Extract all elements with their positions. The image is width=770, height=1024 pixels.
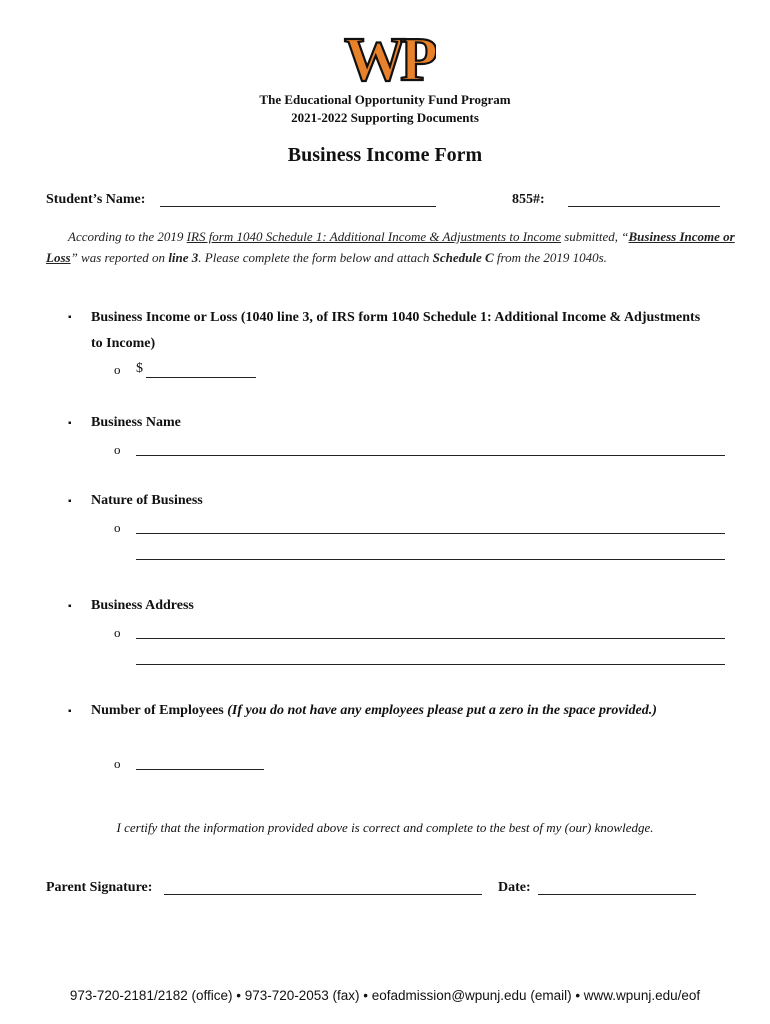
- bullet-icon: ▪: [68, 706, 72, 717]
- bullet-icon: ▪: [68, 601, 72, 612]
- wp-logo: [340, 26, 436, 90]
- schedule-reference: Schedule C: [432, 250, 494, 265]
- form-title: Business Income Form: [287, 144, 483, 166]
- student-name-field[interactable]: [160, 206, 436, 207]
- business-income-term: Business Income or Loss: [46, 229, 735, 265]
- bullet-icon: ▪: [68, 496, 72, 507]
- instructions-text-5: from the 2019 1040s.: [493, 250, 607, 265]
- student-id-label: 855#:: [512, 192, 545, 207]
- logo-letters: WP: [344, 26, 432, 90]
- business-income-amount-field[interactable]: [146, 377, 256, 378]
- student-id-field[interactable]: [568, 206, 720, 207]
- date-field[interactable]: [538, 894, 696, 895]
- business-address-label: Business Address: [91, 598, 194, 613]
- organization-name: The Educational Opportunity Fund Program: [259, 92, 511, 107]
- business-income-label: Business Income or Loss (1040 line 3, of IRS form 1040 Schedule 1: Additional Income & Adjustments to Income): [91, 310, 701, 351]
- business-address-field-line1[interactable]: [136, 638, 725, 639]
- line-reference: line 3: [168, 250, 199, 265]
- dollar-sign: $: [136, 361, 143, 376]
- nature-of-business-label: Nature of Business: [91, 493, 203, 508]
- business-address-field-line2[interactable]: [136, 664, 725, 665]
- business-name-field[interactable]: [136, 455, 725, 456]
- document-subtitle: 2021-2022 Supporting Documents: [291, 110, 479, 125]
- business-name-label: Business Name: [91, 415, 181, 430]
- bullet-icon: ▪: [68, 418, 72, 429]
- instructions-text-3: ” was reported on: [70, 250, 169, 265]
- student-name-label: Student’s Name:: [46, 192, 146, 207]
- wp-logo-graphic: [340, 26, 436, 90]
- sub-bullet-icon: o: [114, 756, 121, 771]
- employees-label-text: Number of Employees: [91, 703, 228, 718]
- sub-bullet-icon: o: [114, 362, 121, 377]
- nature-of-business-field-line2[interactable]: [136, 559, 725, 560]
- employees-note: (If you do not have any employees please put a zero in the space provided.): [227, 703, 657, 718]
- instructions-text-2: submitted, “: [560, 229, 629, 244]
- instructions-text-1: According to the 2019: [68, 229, 187, 244]
- nature-of-business-field-line1[interactable]: [136, 533, 725, 534]
- sub-bullet-icon: o: [114, 625, 121, 640]
- irs-form-link[interactable]: IRS form 1040 Schedule 1: Additional Income & Adjustments to Income: [186, 229, 561, 244]
- number-of-employees-field[interactable]: [136, 769, 264, 770]
- bullet-icon: ▪: [68, 312, 72, 323]
- sub-bullet-icon: o: [114, 520, 121, 535]
- number-of-employees-label: [91, 698, 711, 724]
- parent-signature-field[interactable]: [164, 894, 482, 895]
- instructions-paragraph: [46, 226, 736, 268]
- date-label: Date:: [498, 880, 531, 895]
- parent-signature-label: Parent Signature:: [46, 880, 153, 895]
- sub-bullet-icon: o: [114, 442, 121, 457]
- contact-footer: 973-720-2181/2182 (office) • 973-720-2053 (fax) • eofadmission@wpunj.edu (email) • www.wpunj.edu/eof: [69, 988, 701, 1003]
- certification-statement: I certify that the information provided above is correct and complete to the best of my (our) knowledge.: [116, 820, 654, 835]
- instructions-text-4: . Please complete the form below and attach: [198, 250, 433, 265]
